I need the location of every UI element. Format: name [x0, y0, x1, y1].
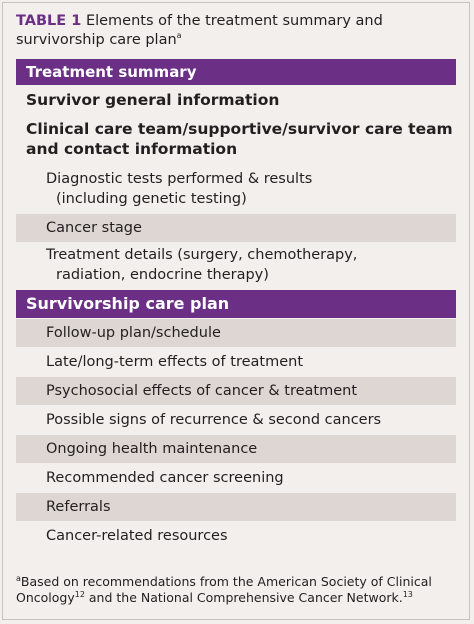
care-plan-item-follow-up: Follow-up plan/schedule — [16, 319, 456, 347]
care-plan-item-health-maintenance: Ongoing health maintenance — [16, 435, 456, 463]
footnote-text-1: Based on recommendations from the American Society of Clinical Oncology — [16, 574, 432, 605]
survivor-general-information: Survivor general information — [26, 91, 280, 109]
cancer-stage-item: Cancer stage — [16, 214, 456, 242]
diagnostic-line-2: (including genetic testing) — [56, 191, 247, 207]
care-plan-item-screening: Recommended cancer screening — [46, 470, 284, 486]
care-plan-item-referrals: Referrals — [16, 493, 456, 521]
treatment-line-2: radiation, endocrine therapy) — [56, 267, 269, 283]
care-plan-item-recurrence: Possible signs of recurrence & second cancers — [46, 412, 382, 428]
table-footnote — [16, 574, 456, 606]
footnote-text-2: and the National Comprehensive Cancer Network. — [84, 590, 403, 605]
footnote-ref-12: 12 — [74, 589, 85, 599]
care-plan-item-resources: Cancer-related resources — [46, 528, 228, 544]
treatment-details-item — [16, 245, 456, 287]
treatment-summary-header: Treatment summary — [16, 59, 456, 85]
care-team-line-1: Clinical care team/supportive/survivor care team — [26, 120, 453, 138]
treatment-line-1: Treatment details (surgery, chemotherapy, — [46, 247, 358, 263]
care-plan-item-psychosocial: Psychosocial effects of cancer & treatment — [16, 377, 456, 405]
care-plan-item-late-effects: Late/long-term effects of treatment — [46, 354, 304, 370]
survivorship-care-plan-header: Survivorship care plan — [16, 290, 456, 318]
care-team-contact-info — [16, 119, 456, 159]
diagnostic-line-1: Diagnostic tests performed & results — [46, 171, 313, 187]
caption-text: Elements of the treatment summary and survivorship care plan — [16, 13, 383, 48]
table-caption — [16, 12, 456, 50]
footnote-mark: a — [16, 573, 21, 583]
table-label: TABLE 1 — [16, 13, 82, 29]
care-team-line-2: and contact information — [26, 140, 238, 158]
footnote-ref-13: 13 — [402, 589, 413, 599]
diagnostic-tests-item — [16, 168, 456, 210]
caption-footnote-mark: a — [176, 31, 182, 41]
